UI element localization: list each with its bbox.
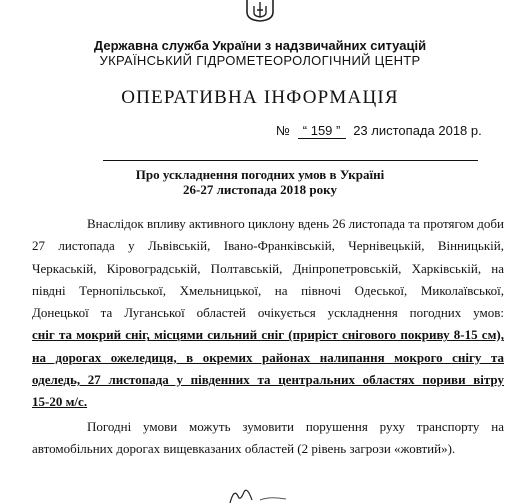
document-number [298, 123, 346, 139]
document-number-line [276, 123, 482, 139]
organization-subtitle: УКРАЇНСЬКИЙ ГІДРОМЕТЕОРОЛОГІЧНИЙ ЦЕНТР [99, 53, 421, 68]
document-title: ОПЕРАТИВНА ІНФОРМАЦІЯ [121, 87, 399, 108]
number-value: 159 [310, 123, 333, 138]
document-body [32, 213, 504, 460]
coat-of-arms-emblem [243, 0, 277, 22]
open-quote: “ [302, 123, 308, 138]
body-line: Черкаській, Кіровоградській, Полтавській, Дніпропетровській, Харківській, на [32, 260, 504, 276]
body-line: 27 листопада у Львівській, Івано-Франківській, Чернівецькій, Вінницькій, [32, 238, 504, 254]
document-date: 23 листопада 2018 р. [353, 123, 482, 138]
subject-line-2: 26-27 листопада 2018 року [183, 182, 337, 197]
highlight-line: оделедь, 27 листопада у південних та центральних областях пориви вітру [32, 372, 504, 388]
body-line: Внаслідок впливу активного циклону вдень 26 листопада та протягом доби [87, 216, 504, 231]
body-line: автомобільних дорогах вищевказаних областей (2 рівень загрози «жовтий»). [32, 440, 456, 456]
body-line: півдні Тернопільської, Хмельницької, на півночі Одеської, Миколаївської, [32, 282, 504, 298]
body-line: Погодні умови можуть зумовити порушення руху транспорту на [87, 418, 504, 434]
close-quote: ” [336, 123, 341, 138]
number-sign: № [276, 123, 290, 138]
organization-name: Державна служба України з надзвичайних ситуацій [93, 38, 427, 53]
highlight-line: сніг та мокрий сніг, місцями сильний сніг (приріст снігового покриву 8-15 см), [32, 327, 504, 343]
horizontal-divider [103, 160, 478, 161]
highlight-line: на дорогах ожеледиця, в окремих районах налипання мокрого снігу та [32, 349, 504, 365]
signature-mark [200, 486, 290, 504]
body-line: Донецької та Луганської областей очікується ускладнення погодних умов: [32, 305, 504, 321]
highlight-line: 15-20 м/с. [32, 394, 88, 410]
subject-line-1: Про ускладнення погодних умов в Україні [135, 167, 385, 182]
